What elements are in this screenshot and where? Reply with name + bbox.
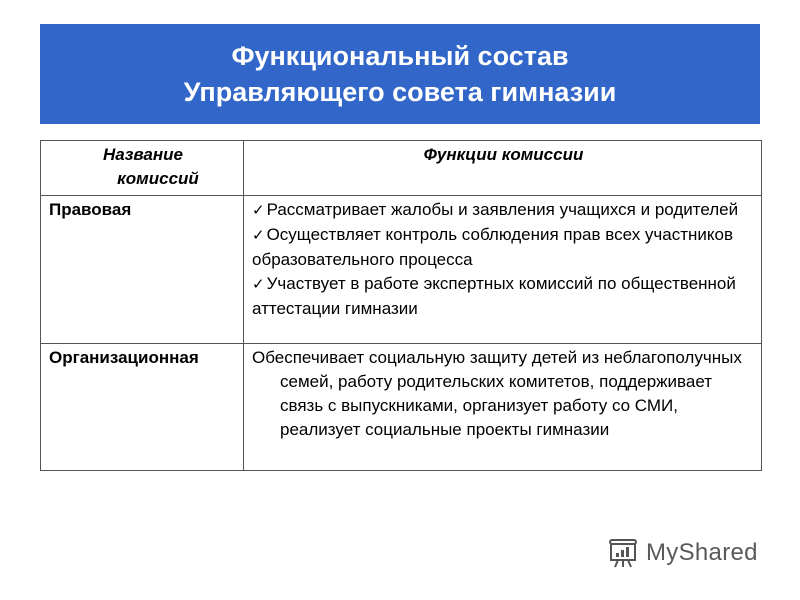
title-line-1: Функциональный состав — [231, 41, 569, 71]
header-name-line-2: комиссий — [117, 169, 199, 188]
commission-name: Правовая — [41, 196, 244, 344]
function-item — [252, 198, 755, 223]
checkmark-icon: ✓ — [252, 202, 265, 219]
commission-functions — [244, 344, 762, 471]
presentation-board-icon — [606, 536, 640, 570]
commission-name: Организационная — [41, 344, 244, 471]
header-commission-functions: Функции комиссии — [244, 141, 762, 196]
myshared-logo — [606, 536, 758, 570]
commissions-table — [40, 140, 762, 471]
function-text: Рассматривает жалобы и заявления учащихся и родителей — [266, 200, 739, 219]
header-commission-name — [41, 141, 244, 196]
table-row — [41, 344, 762, 471]
checkmark-icon: ✓ — [252, 276, 265, 293]
function-text: Участвует в работе экспертных комиссий по общественной аттестации гимназии — [252, 274, 736, 318]
table-header-row — [41, 141, 762, 196]
title-banner — [40, 24, 760, 124]
function-item — [252, 272, 755, 321]
function-text: Обеспечивает социальную защиту детей из неблагополучных семей, работу родительских комитетов, поддерживает связь с выпускниками, организует работу со СМИ, реализует социальные проекты гимназии — [252, 348, 742, 439]
table-row — [41, 196, 762, 344]
commission-functions — [244, 196, 762, 344]
function-text: Осуществляет контроль соблюдения прав всех участников образовательного процесса — [252, 225, 734, 269]
title-line-2: Управляющего совета гимназии — [183, 77, 617, 107]
header-name-line-1: Название — [102, 145, 183, 164]
checkmark-icon: ✓ — [252, 227, 265, 244]
logo-text: MyShared — [646, 539, 758, 566]
function-item — [252, 223, 755, 272]
